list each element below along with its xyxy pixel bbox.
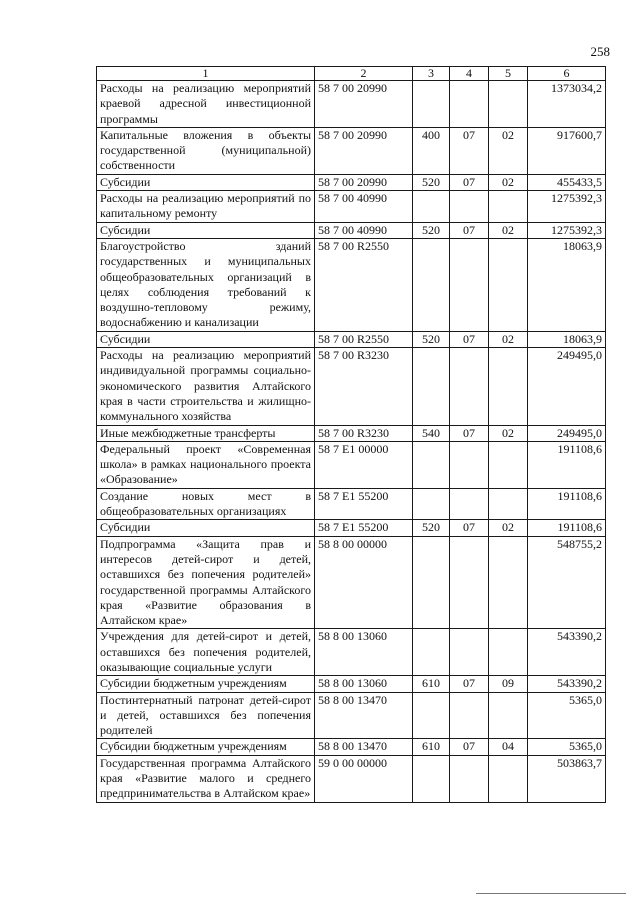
row-code: 58 7 00 R2550	[315, 331, 413, 347]
column-header-4: 4	[450, 67, 489, 81]
table-row	[97, 222, 606, 238]
table-row	[97, 520, 606, 536]
row-amount: 5365,0	[528, 739, 606, 755]
row-col-5	[489, 755, 528, 802]
row-name: Субсидии бюджетным учреждениям	[97, 739, 315, 755]
row-code: 58 7 00 20990	[315, 174, 413, 190]
row-col-3	[413, 692, 450, 739]
row-col-4: 07	[450, 739, 489, 755]
row-name: Расходы на реализацию мероприятий по капитальному ремонту	[97, 191, 315, 223]
row-amount: 455433,5	[528, 174, 606, 190]
row-name: Иные межбюджетные трансферты	[97, 425, 315, 441]
row-amount: 543390,2	[528, 629, 606, 676]
column-header-3: 3	[413, 67, 450, 81]
column-header-name: 1	[97, 67, 315, 81]
row-name: Федеральный проект «Современная школа» в рамках национального проекта «Образование»	[97, 441, 315, 488]
row-col-5: 02	[489, 127, 528, 174]
row-col-4	[450, 692, 489, 739]
row-name: Капитальные вложения в объекты государственной (муниципальной) собственности	[97, 127, 315, 174]
row-code: 58 8 00 00000	[315, 536, 413, 629]
table-row	[97, 629, 606, 676]
row-col-4	[450, 238, 489, 331]
row-col-4: 07	[450, 520, 489, 536]
row-col-3: 610	[413, 739, 450, 755]
row-name: Субсидии	[97, 222, 315, 238]
row-col-5: 02	[489, 520, 528, 536]
row-amount: 1275392,3	[528, 222, 606, 238]
row-col-5	[489, 238, 528, 331]
row-col-3: 520	[413, 222, 450, 238]
row-col-3: 400	[413, 127, 450, 174]
row-col-3	[413, 755, 450, 802]
row-col-5	[489, 692, 528, 739]
row-col-4	[450, 441, 489, 488]
row-col-3	[413, 348, 450, 425]
table-row	[97, 536, 606, 629]
row-col-3	[413, 488, 450, 520]
table-row	[97, 425, 606, 441]
row-code: 58 7 00 R3230	[315, 425, 413, 441]
table-row	[97, 81, 606, 128]
row-col-5: 02	[489, 174, 528, 190]
table-row	[97, 739, 606, 755]
row-name: Государственная программа Алтайского края «Развитие малого и среднего предпринимательства в Алтайском крае»	[97, 755, 315, 802]
table-row	[97, 488, 606, 520]
row-name: Субсидии	[97, 520, 315, 536]
row-code: 58 8 00 13470	[315, 739, 413, 755]
row-col-5	[489, 629, 528, 676]
row-col-3	[413, 191, 450, 223]
row-col-4: 07	[450, 331, 489, 347]
row-amount: 191108,6	[528, 441, 606, 488]
table-row	[97, 127, 606, 174]
row-col-5: 02	[489, 331, 528, 347]
table-row	[97, 348, 606, 425]
row-amount: 18063,9	[528, 331, 606, 347]
row-col-3	[413, 629, 450, 676]
row-amount: 1373034,2	[528, 81, 606, 128]
row-col-3: 520	[413, 174, 450, 190]
header-row	[97, 67, 606, 81]
row-amount: 543390,2	[528, 676, 606, 692]
table-row	[97, 174, 606, 190]
row-code: 58 7 E1 55200	[315, 488, 413, 520]
row-col-3: 520	[413, 331, 450, 347]
row-col-3	[413, 536, 450, 629]
row-code: 58 7 E1 00000	[315, 441, 413, 488]
row-code: 58 7 00 R3230	[315, 348, 413, 425]
row-amount: 191108,6	[528, 520, 606, 536]
row-col-5	[489, 81, 528, 128]
row-amount: 191108,6	[528, 488, 606, 520]
scan-artifact-line	[476, 893, 626, 894]
row-col-4	[450, 536, 489, 629]
row-code: 58 8 00 13060	[315, 629, 413, 676]
row-code: 58 7 00 20990	[315, 81, 413, 128]
row-col-5	[489, 488, 528, 520]
row-name: Учреждения для детей-сирот и детей, оставшихся без попечения родителей, оказывающие социальные услуги	[97, 629, 315, 676]
row-name: Расходы на реализацию мероприятий индивидуальной программы социально-экономического развития Алтайского края в части строительства и жилищно-коммунального хозяйства	[97, 348, 315, 425]
column-header-code: 2	[315, 67, 413, 81]
row-code: 58 7 00 40990	[315, 222, 413, 238]
row-name: Подпрограмма «Защита прав и интересов детей-сирот и детей, оставшихся без попечения родителей» государственной программы Алтайского края «Развитие образования в Алтайском крае»	[97, 536, 315, 629]
row-col-4	[450, 81, 489, 128]
row-col-3	[413, 81, 450, 128]
row-col-4: 07	[450, 425, 489, 441]
row-name: Субсидии	[97, 331, 315, 347]
row-name: Создание новых мест в общеобразовательных организациях	[97, 488, 315, 520]
table-body	[97, 81, 606, 803]
row-code: 59 0 00 00000	[315, 755, 413, 802]
row-amount: 249495,0	[528, 425, 606, 441]
row-amount: 18063,9	[528, 238, 606, 331]
row-amount: 249495,0	[528, 348, 606, 425]
row-col-3: 610	[413, 676, 450, 692]
table-row	[97, 692, 606, 739]
row-code: 58 7 00 40990	[315, 191, 413, 223]
row-code: 58 7 00 R2550	[315, 238, 413, 331]
row-col-5	[489, 536, 528, 629]
column-header-5: 5	[489, 67, 528, 81]
row-col-4: 07	[450, 127, 489, 174]
row-col-4: 07	[450, 222, 489, 238]
row-amount: 1275392,3	[528, 191, 606, 223]
row-col-5: 02	[489, 425, 528, 441]
row-name: Субсидии бюджетным учреждениям	[97, 676, 315, 692]
row-name: Постинтернатный патронат детей-сирот и детей, оставшихся без попечения родителей	[97, 692, 315, 739]
table-row	[97, 441, 606, 488]
row-col-5	[489, 191, 528, 223]
row-col-3: 540	[413, 425, 450, 441]
row-col-5: 04	[489, 739, 528, 755]
row-code: 58 8 00 13470	[315, 692, 413, 739]
row-col-3: 520	[413, 520, 450, 536]
table-row	[97, 331, 606, 347]
row-col-4: 07	[450, 676, 489, 692]
row-col-5: 02	[489, 222, 528, 238]
row-name: Расходы на реализацию мероприятий краевой адресной инвестиционной программы	[97, 81, 315, 128]
row-amount: 917600,7	[528, 127, 606, 174]
row-col-5	[489, 348, 528, 425]
row-col-3	[413, 441, 450, 488]
row-col-5: 09	[489, 676, 528, 692]
row-amount: 548755,2	[528, 536, 606, 629]
budget-table	[96, 66, 606, 803]
row-amount: 503863,7	[528, 755, 606, 802]
table-row	[97, 676, 606, 692]
table-row	[97, 191, 606, 223]
row-col-4	[450, 629, 489, 676]
row-col-3	[413, 238, 450, 331]
row-col-4	[450, 755, 489, 802]
row-amount: 5365,0	[528, 692, 606, 739]
row-col-4	[450, 191, 489, 223]
table-row	[97, 238, 606, 331]
row-col-4: 07	[450, 174, 489, 190]
page-number: 258	[590, 44, 610, 59]
row-col-5	[489, 441, 528, 488]
row-name: Субсидии	[97, 174, 315, 190]
column-header-amount: 6	[528, 67, 606, 81]
row-code: 58 7 00 20990	[315, 127, 413, 174]
row-code: 58 8 00 13060	[315, 676, 413, 692]
row-name: Благоустройство зданий государственных и муниципальных общеобразовательных организаций в целях соблюдения требований к воздушно-тепловому режиму, водоснабжению и канализации	[97, 238, 315, 331]
row-code: 58 7 E1 55200	[315, 520, 413, 536]
table-row	[97, 755, 606, 802]
row-col-4	[450, 348, 489, 425]
row-col-4	[450, 488, 489, 520]
